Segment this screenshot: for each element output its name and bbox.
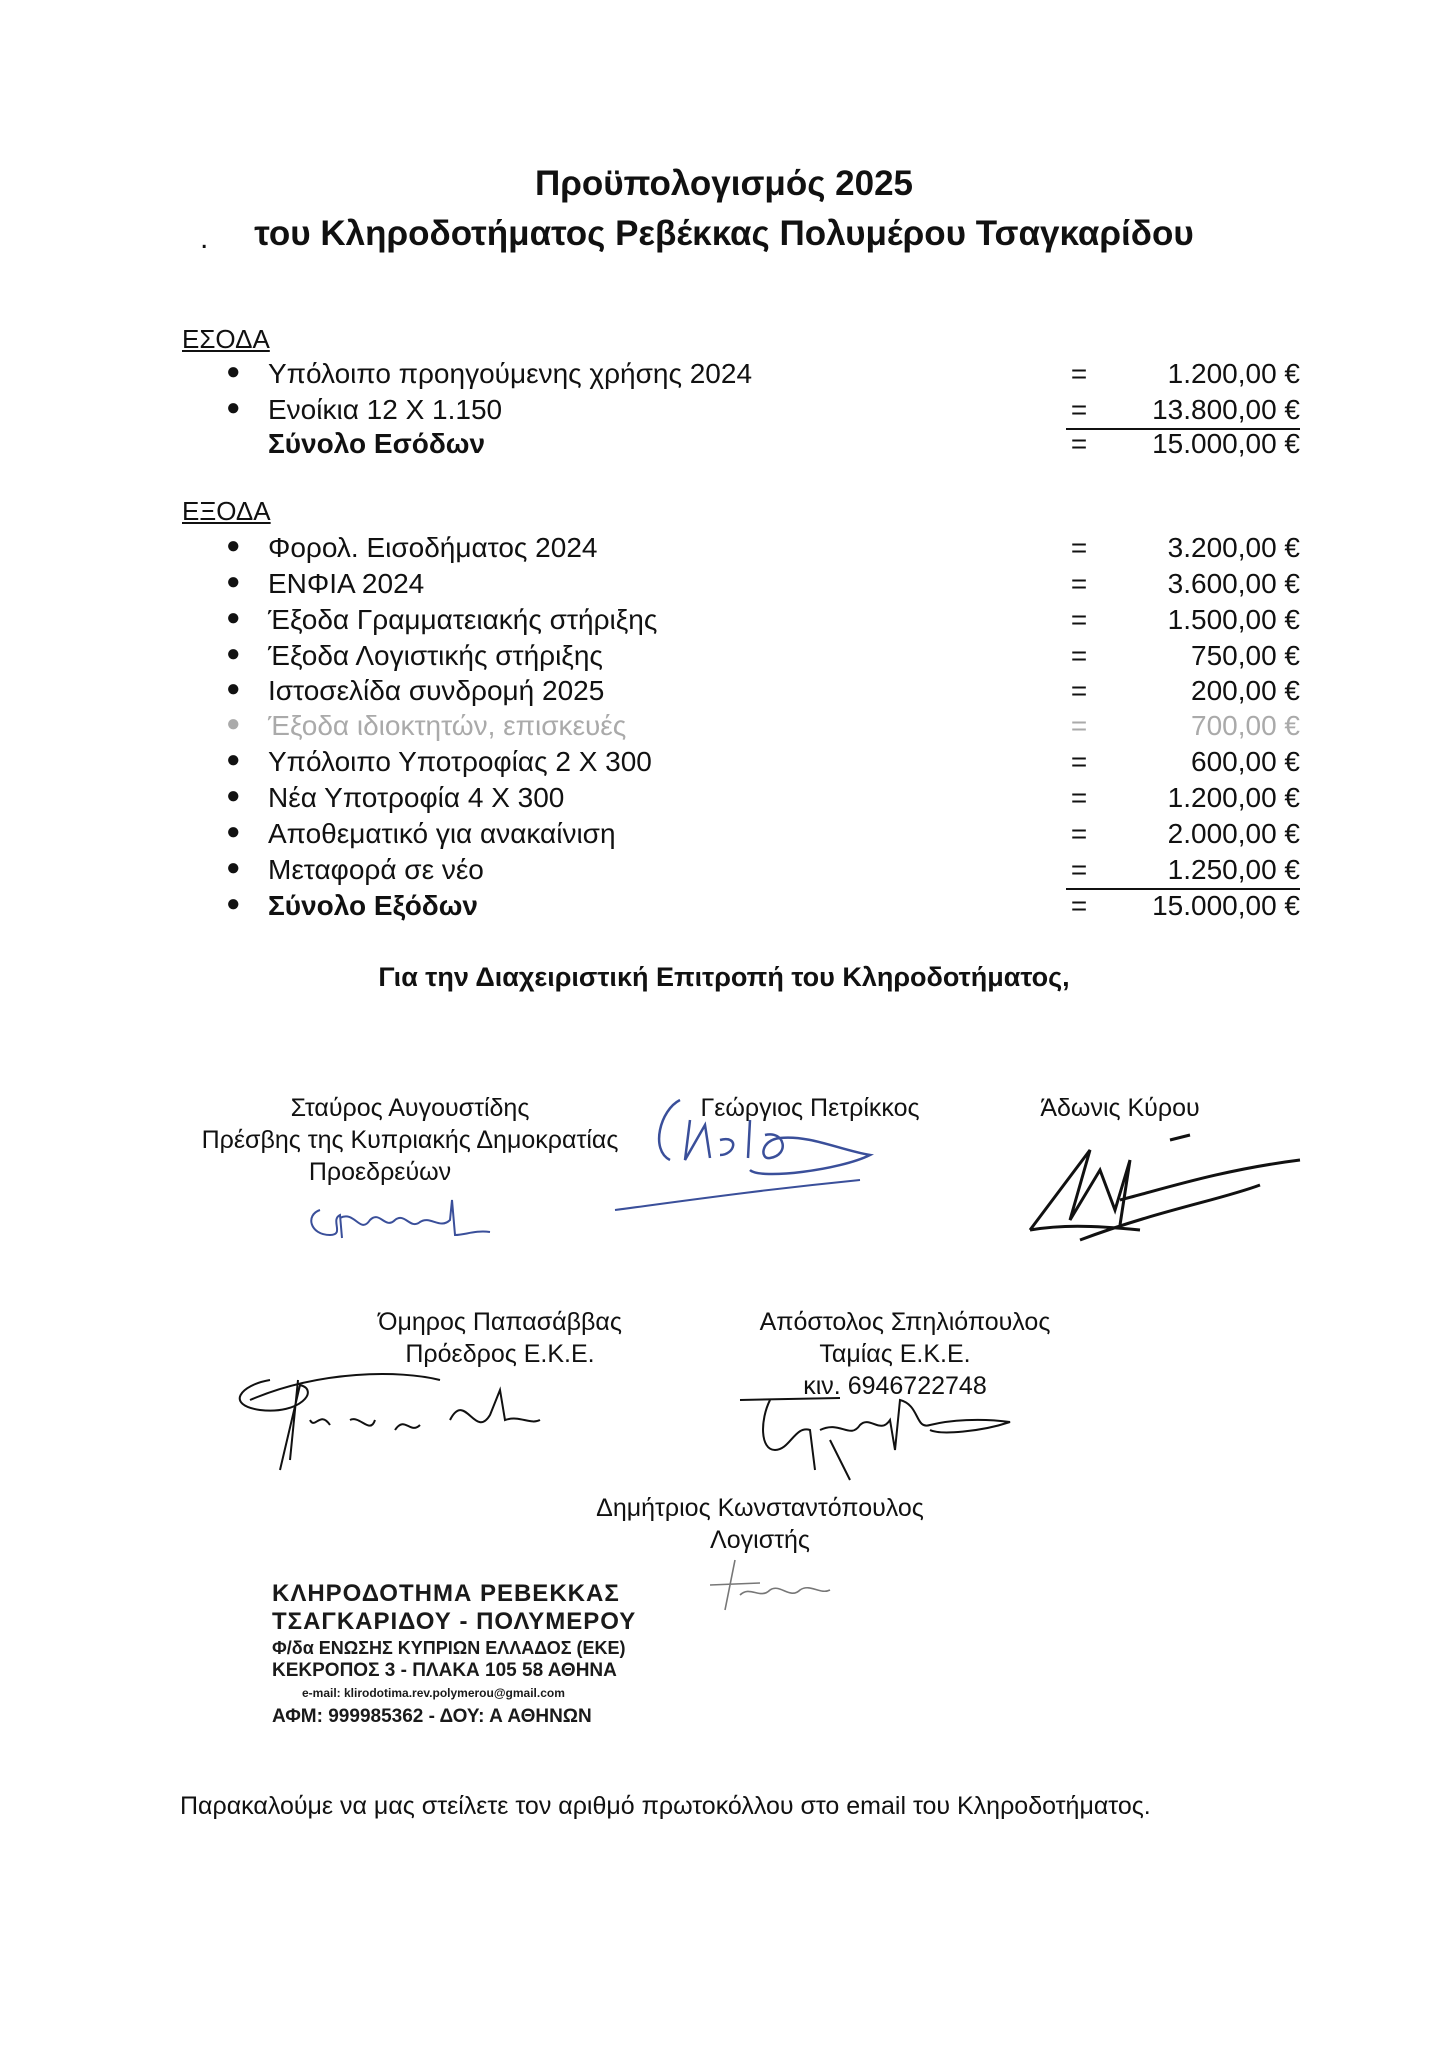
expense-row: ● ΕΝΦΙΑ 2024 = 3.600,00 € <box>226 568 1300 599</box>
signatory-5-name: Απόστολος Σπηλιόπουλος <box>759 1308 1051 1336</box>
stamp-tax-id: ΑΦΜ: 999985362 - ΔΟΥ: Α ΑΘΗΝΩΝ <box>272 1706 592 1727</box>
signatory-5-phone: κιν. 6946722748 <box>803 1372 987 1400</box>
bullet-icon: ● <box>226 890 241 917</box>
expense-row: ● Έξοδα Γραμματειακής στήριξης = 1.500,00 € <box>226 604 1300 635</box>
signatory-6-role: Λογιστής <box>710 1526 810 1554</box>
bullet-icon: ● <box>226 675 241 702</box>
signatory-1-name: Σταύρος Αυγουστίδης <box>290 1094 530 1122</box>
stamp-line-4: ΚΕΚΡΟΠΟΣ 3 - ΠΛΑΚΑ 105 58 ΑΘΗΝΑ <box>272 1660 617 1681</box>
signatory-5-role: Ταμίας Ε.Κ.Ε. <box>819 1340 971 1368</box>
expense-row: ● Μεταφορά σε νέο = 1.250,00 € <box>0 854 1448 890</box>
bullet-icon: ● <box>226 394 241 421</box>
footer-note: Παρακαλούμε να μας στείλετε τον αριθμό πρωτοκόλλου στο email του Κληροδοτήματος. <box>180 1792 1151 1820</box>
signature-2-icon <box>610 1080 910 1220</box>
expense-row: ● Έξοδα Λογιστικής στήριξης = 750,00 € <box>226 640 1300 671</box>
expense-row: ● Αποθεματικό για ανακαίνιση = 2.000,00 € <box>226 818 1300 849</box>
income-heading: ΕΣΟΔΑ <box>182 324 270 354</box>
expense-row: ● Ιστοσελίδα συνδρομή 2025 = 200,00 € <box>226 675 1300 706</box>
stamp-line-2: ΤΣΑΓΚΑΡΙΔΟΥ - ΠΟΛΥΜΕΡΟΥ <box>272 1608 637 1635</box>
signature-5-icon <box>730 1380 1020 1490</box>
expense-row: ● Υπόλοιπο Υποτροφίας 2 Χ 300 = 600,00 € <box>226 746 1300 777</box>
stamp-line-3: Φ/δα ΕΝΩΣΗΣ ΚΥΠΡΙΩΝ ΕΛΛΑΔΟΣ (ΕΚΕ) <box>272 1638 626 1658</box>
expenses-total-row: ● Σύνολο Εξόδων = 15.000,00 € <box>226 890 1300 921</box>
bullet-icon: ● <box>226 710 241 737</box>
bullet-icon: ● <box>226 640 241 667</box>
signatory-1-role2: Προεδρεύων <box>308 1158 452 1186</box>
bullet-icon: ● <box>226 854 241 881</box>
bullet-icon: ● <box>226 818 241 845</box>
document-title: Προϋπολογισμός 2025 <box>534 164 913 203</box>
expense-row: ● Φορολ. Εισοδήματος 2024 = 3.200,00 € <box>226 532 1300 563</box>
income-row: ● Υπόλοιπο προηγούμενης χρήσης 2024 = 1.200,00 € <box>226 358 1300 389</box>
signature-3-icon <box>1020 1130 1310 1250</box>
committee-line: Για την Διαχειριστική Επιτροπή του Κληροδοτήματος, <box>378 962 1070 992</box>
stamp-line-1: ΚΛΗΡΟΔΟΤΗΜΑ ΡΕΒΕΚΚΑΣ <box>272 1580 620 1607</box>
document-subtitle: του Κληροδοτήματος Ρεβέκκας Πολυμέρου Τσαγκαρίδου <box>254 214 1194 253</box>
signature-6-icon <box>700 1555 840 1615</box>
stamp-email: e-mail: klirodotima.rev.polymerou@gmail.com <box>302 1686 565 1700</box>
bullet-icon: ● <box>226 604 241 631</box>
signatory-2-name: Γεώργιος Πετρίκκος <box>700 1094 920 1122</box>
bullet-icon: ● <box>226 746 241 773</box>
signatory-6-name: Δημήτριος Κωνσταντόπουλος <box>596 1494 924 1522</box>
income-total-row: Σύνολο Εσόδων = 15.000,00 € <box>268 428 1300 459</box>
bullet-icon: ● <box>226 782 241 809</box>
expense-row-faded: ● Έξοδα ιδιοκτητών, επισκευές = 700,00 € <box>226 710 1300 741</box>
income-row: ● Ενοίκια 12 Χ 1.150 = 13.800,00 € <box>0 394 1448 430</box>
expense-row: ● Νέα Υποτροφία 4 Χ 300 = 1.200,00 € <box>226 782 1300 813</box>
stray-dot: . <box>200 222 209 255</box>
signatory-4-name: Όμηρος Παπασάββας <box>378 1308 622 1336</box>
bullet-icon: ● <box>226 358 241 385</box>
bullet-icon: ● <box>226 568 241 595</box>
signature-4-icon <box>220 1360 600 1480</box>
expenses-heading: ΕΞΟΔΑ <box>182 496 271 526</box>
signatory-3-name: Άδωνις Κύρου <box>1040 1094 1200 1122</box>
signatory-4-role: Πρόεδρος Ε.Κ.Ε. <box>405 1340 595 1368</box>
signatory-1-role: Πρέσβης της Κυπριακής Δημοκρατίας <box>201 1126 619 1154</box>
signature-1-icon <box>300 1190 500 1250</box>
bullet-icon: ● <box>226 532 241 559</box>
